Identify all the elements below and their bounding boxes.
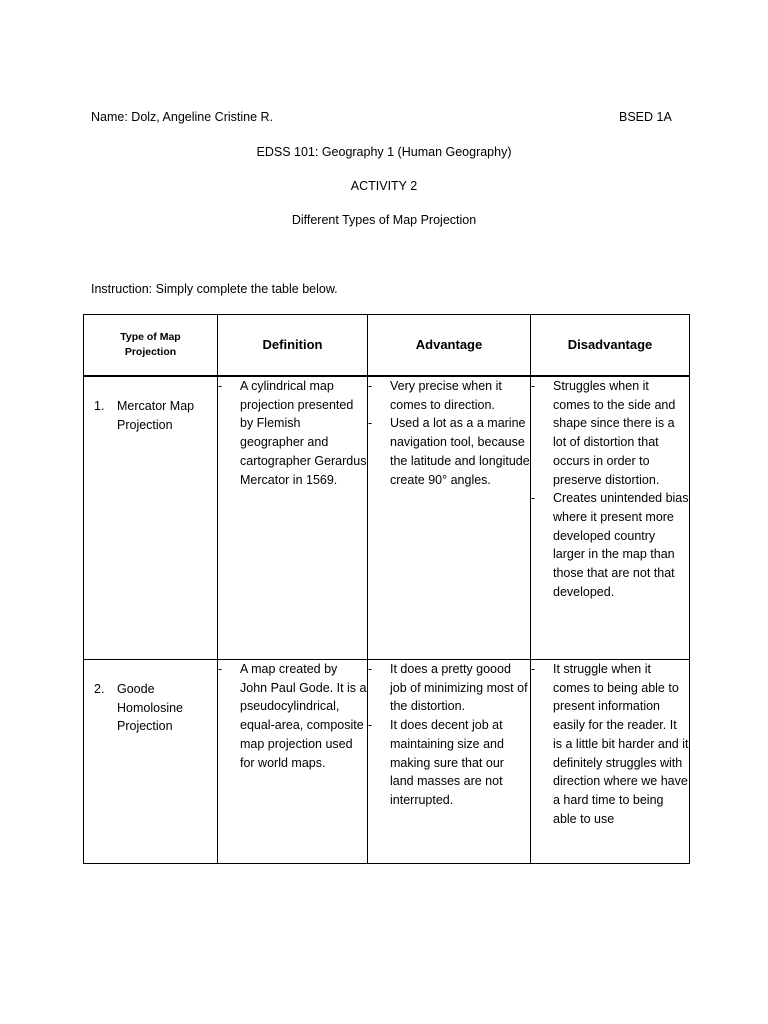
column-header-advantage: Advantage — [368, 315, 531, 377]
list-item: - Creates unintended bias where it present more developed country larger in the map than those that are not that developed. — [531, 491, 689, 599]
list-item: - Used a lot as a a marine navigation tool, because the latitude and longitude create 90° angles. — [368, 416, 530, 487]
cell-advantage — [368, 376, 531, 660]
column-header-disadvantage: Disadvantage — [531, 315, 690, 377]
row-number: 2. — [94, 682, 105, 696]
table-row — [84, 660, 690, 864]
cell-advantage — [368, 660, 531, 864]
row-number: 1. — [94, 399, 105, 413]
topic-title: Different Types of Map Projection — [291, 213, 477, 227]
list-item: - A cylindrical map projection presented by Flemish geographer and cartographer Gerardus Mercator in 1569. — [218, 379, 367, 487]
list-item: - It struggle when it comes to being able to present information easily for the reader. It is a little bit harder and it definitely struggles with direction where we have a hard time to being able to use — [531, 662, 689, 826]
list-item: - A map created by John Paul Gode. It is a pseudocylindrical, equal-area, composite map projection used for world maps. — [218, 662, 367, 770]
course-title: EDSS 101: Geography 1 (Human Geography) — [256, 145, 512, 159]
activity-title: ACTIVITY 2 — [350, 179, 418, 193]
projection-name: Goode Homolosine Projection — [117, 682, 184, 734]
cell-type — [84, 376, 218, 660]
student-name: Name: Dolz, Angeline Cristine R. — [91, 110, 274, 124]
cell-definition — [218, 660, 368, 864]
list-item: - Very precise when it comes to direction. — [368, 379, 502, 412]
instruction-text: Instruction: Simply complete the table below. — [91, 282, 338, 296]
student-section: BSED 1A — [619, 110, 672, 124]
table-row — [84, 376, 690, 660]
list-item: - Struggles when it comes to the side and shape since there is a lot of distortion that occurs in order to preserve distortion. — [531, 379, 676, 487]
map-projection-table — [83, 314, 690, 864]
cell-disadvantage — [531, 660, 690, 864]
column-header-definition: Definition — [218, 315, 368, 377]
cell-definition — [218, 376, 368, 660]
projection-name: Mercator Map Projection — [117, 399, 195, 432]
list-item: - It does decent job at maintaining size and making sure that our land masses are not interrupted. — [368, 718, 504, 807]
cell-type — [84, 660, 218, 864]
cell-disadvantage — [531, 376, 690, 660]
column-header-type: Type of Map Projection — [84, 315, 218, 377]
table-header-row — [84, 315, 690, 377]
list-item: - It does a pretty goood job of minimizing most of the distortion. — [368, 662, 528, 714]
